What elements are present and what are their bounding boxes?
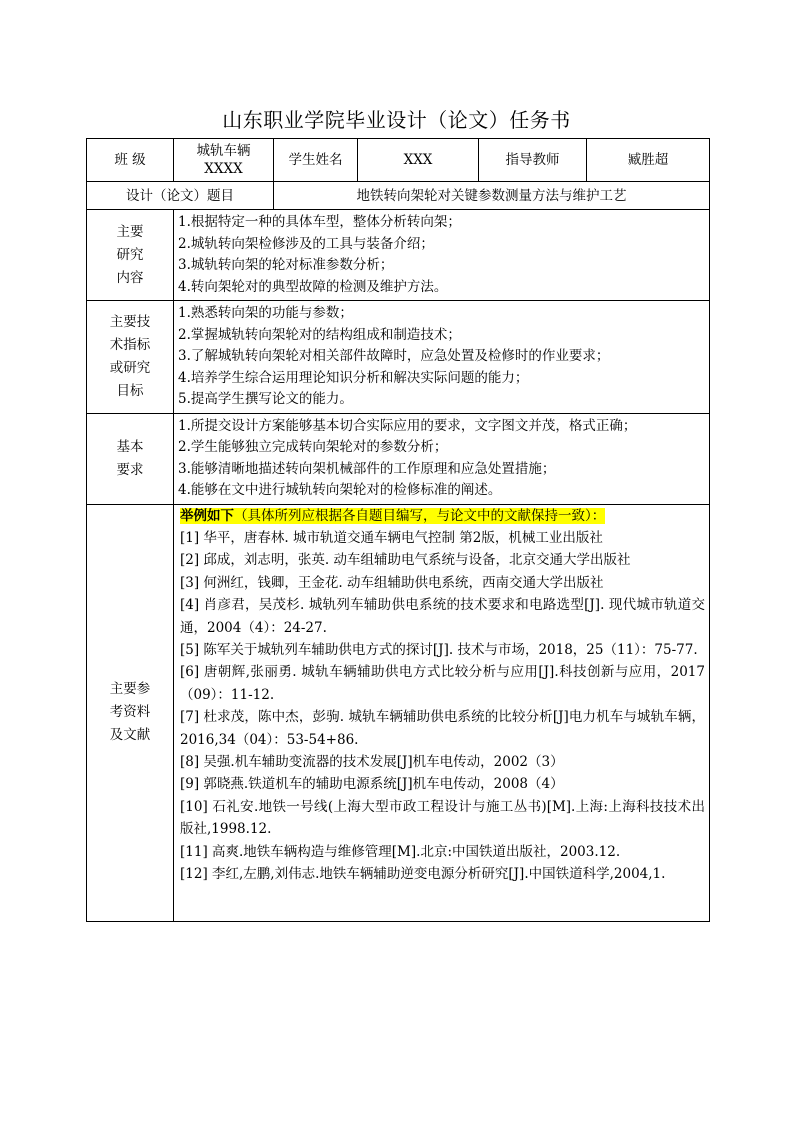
references-note-highlight <box>180 508 605 524</box>
references-content <box>174 504 710 921</box>
reference-item: [2] 邱成，刘志明，张英. 动车组辅助电气系统与设备，北京交通大学出版社 <box>180 552 631 569</box>
page-title: 山东职业学院毕业设计（论文）任务书 <box>222 108 571 132</box>
requirements-label-line: 要求 <box>116 461 144 478</box>
references-note-bold: 举例如下 <box>180 507 234 524</box>
requirements-row <box>87 413 710 504</box>
references-row <box>87 504 710 921</box>
student-label: 学生姓名 <box>274 139 358 182</box>
class-value-line2: XXXX <box>204 161 243 177</box>
requirements-label-line: 基本 <box>116 438 144 455</box>
requirements-item: 2.学生能够独立完成转向架轮对的参数分析； <box>178 439 448 455</box>
reference-item: [3] 何洲红，钱卿，王金花. 动车组辅助供电系统，西南交通大学出版社 <box>180 574 604 591</box>
reference-item: [4] 肖彦君，吴茂杉. 城轨列车辅助供电系统的技术要求和电路选型[J]. 现代城市轨道交通，2004（4）：24-27. <box>180 597 705 636</box>
research-row <box>87 210 710 301</box>
research-label <box>87 210 174 301</box>
requirements-item: 3.能够清晰地描述转向架机械部件的工作原理和应急处置措施； <box>178 460 556 477</box>
objectives-row <box>87 301 710 414</box>
advisor-value: 臧胜超 <box>587 139 710 182</box>
references-label-line: 及文献 <box>109 727 151 743</box>
research-item: 1.根据特定一种的具体车型，整体分析转向架； <box>178 214 461 230</box>
research-item: 2.城轨转向架检修涉及的工具与装备介绍； <box>178 235 434 252</box>
objectives-label-line: 或研究 <box>109 359 151 376</box>
objectives-item: 2.掌握城轨转向架轮对的结构组成和制造技术； <box>178 326 461 343</box>
objectives-label-line: 主要技 <box>109 313 151 330</box>
research-label-line: 内容 <box>116 269 144 286</box>
reference-item: [10] 石礼安.地铁一号线(上海大型市政工程设计与施工丛书)[M].上海:上海科技技术出版社,1998.12. <box>180 798 705 838</box>
objectives-item: 1.熟悉转向架的功能与参数； <box>178 305 353 321</box>
advisor-label: 指导教师 <box>479 139 587 182</box>
class-value <box>174 139 274 182</box>
reference-item: [7] 杜求茂，陈中杰，彭驹. 城轨车辆辅助供电系统的比较分析[J]电力机车与城轨车辆，2016,34（04）：53-54+86. <box>180 709 705 748</box>
references-label-line: 考资料 <box>109 704 151 720</box>
objectives-label <box>87 301 174 414</box>
reference-item: [5] 陈军关于城轨列车辅助供电方式的探讨[J]. 技术与市场，2018，25（11）：75-77. <box>180 641 698 658</box>
objectives-item: 3.了解城轨转向架轮对相关部件故障时，应急处置及检修时的作业要求； <box>178 348 610 364</box>
class-value-line1: 城轨车辆 <box>196 143 251 159</box>
research-content <box>174 210 710 301</box>
objectives-label-line: 术指标 <box>109 336 151 353</box>
objectives-content <box>174 301 710 414</box>
requirements-item: 1.所提交设计方案能够基本切合实际应用的要求，文字图文并茂，格式正确； <box>178 417 637 434</box>
class-label: 班 级 <box>87 139 174 182</box>
objectives-item: 5.提高学生撰写论文的能力。 <box>178 391 353 407</box>
reference-item: [9] 郭晓燕.铁道机车的辅助电源系统[J]机车电传动，2008（4） <box>180 776 564 793</box>
topic-row <box>87 182 710 210</box>
research-label-line: 主要 <box>116 223 144 240</box>
requirements-label <box>87 413 174 504</box>
reference-item: [1] 华平，唐春林. 城市轨道交通车辆电气控制 第2版，机械工业出版社 <box>180 529 603 546</box>
requirements-content <box>174 413 710 504</box>
reference-item: [11] 高爽.地铁车辆构造与维修管理[M].北京:中国铁道出版社，2003.12. <box>180 843 621 860</box>
info-row <box>87 139 710 182</box>
references-note-rest: （具体所列应根据各自题目编写，与论文中的文献保持一致）： <box>234 507 606 524</box>
task-table <box>86 138 710 922</box>
requirements-item: 4.能够在文中进行城轨转向架轮对的检修标准的阐述。 <box>178 482 502 498</box>
topic-value: 地铁转向架轮对关键参数测量方法与维护工艺 <box>274 182 710 210</box>
student-value: XXX <box>358 139 479 182</box>
reference-item: [6] 唐朝辉,张丽勇. 城轨车辆辅助供电方式比较分析与应用[J].科技创新与应用，2017（09）：11-12. <box>180 664 705 703</box>
references-label <box>87 504 174 921</box>
references-label-line: 主要参 <box>109 681 151 697</box>
reference-item: [8] 吴强.机车辅助变流器的技术发展[J]机车电传动，2002（3） <box>180 753 564 770</box>
reference-item: [12] 李红,左鹏,刘伟志.地铁车辆辅助逆变电源分析研究[J].中国铁道科学,2004,1. <box>180 866 666 882</box>
objectives-item: 4.培养学生综合运用理论知识分析和解决实际问题的能力； <box>178 369 529 386</box>
research-item: 4.转向架轮对的典型故障的检测及维护方法。 <box>178 278 448 295</box>
objectives-label-line: 目标 <box>116 382 144 399</box>
research-item: 3.城轨转向架的轮对标准参数分析； <box>178 257 394 273</box>
research-label-line: 研究 <box>116 246 144 263</box>
references-note <box>180 505 705 527</box>
topic-label: 设计（论文）题目 <box>87 182 274 210</box>
